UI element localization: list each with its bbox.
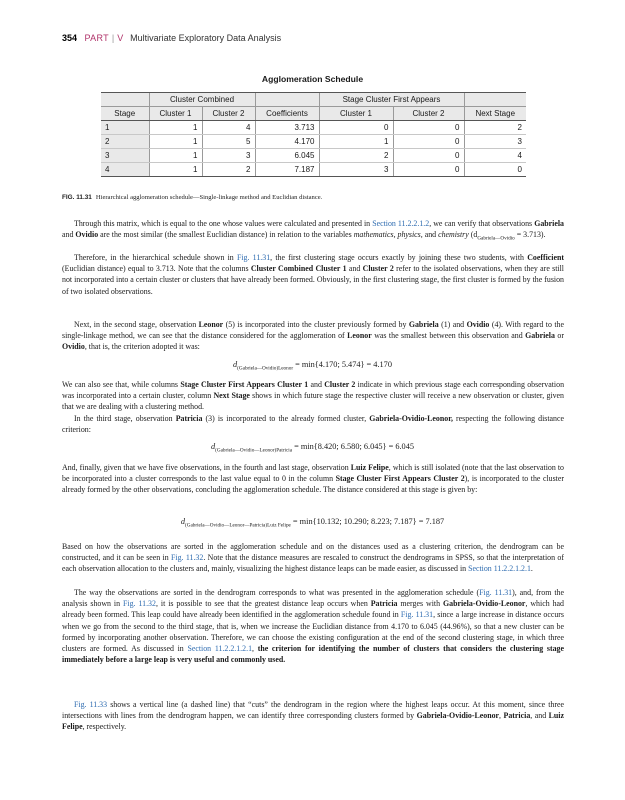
- table-title: Agglomeration Schedule: [261, 74, 364, 84]
- table-cell: 2: [202, 163, 255, 177]
- table-cell: 5: [202, 135, 255, 149]
- col-header: Next Stage: [464, 107, 526, 121]
- section-link[interactable]: Section 11.2.2.1.2: [372, 219, 430, 228]
- paragraph-3: Next, in the second stage, observation Leonor (5) is incorporated into the cluster previously formed by Gabriela (1) and Ovidio (4). With regard to the single-linkage method, we can see that the distance considered for the agglomeration of Leonor was the smallest between this observation and Gabriela or Ovidio, that is, the criterion adopted it was:: [62, 320, 565, 352]
- table-cell: 0: [393, 163, 464, 177]
- table-cell: 1: [319, 135, 393, 149]
- table-cell: 0: [393, 149, 464, 163]
- figure-link[interactable]: Fig. 11.33: [74, 700, 108, 709]
- equation-2: $d_{(Gabriela—Ovidio—Leonor)Patricia} = \min\{8.420$; 6.580; 6.045} = 6.045: [210, 442, 415, 454]
- group-header-cluster-combined: Cluster Combined: [149, 93, 255, 107]
- table-cell: 4: [202, 121, 255, 135]
- table-cell: 7.187: [255, 163, 319, 177]
- table-row: [101, 135, 526, 149]
- table-cell: 3.713: [255, 121, 319, 135]
- paragraph-9: Fig. 11.33 shows a vertical line (a dashed line) that “cuts” the dendrogram in the region where the highest leaps occur. At this moment, since three intersections with lines from the dendrogram happen, we can identify three corresponding clusters formed by Gabriela-Ovidio-Leonor, Patricia, and Luiz Felipe, respectively.: [62, 700, 564, 732]
- table-cell: 2: [464, 121, 526, 135]
- paragraph-8: The way the observations are sorted in the dendrogram corresponds to what was presented in the agglomeration schedule (Fig. 11.31), and, from the analysis shown in Fig. 11.32, it is possible to see that the greatest distance leap occurs when Patricia merges with Gabriela-Ovidio-Leonor, which had already been formed. This leap could have already been identified in the agglomeration schedule found in Fig. 11.31, since a large increase in distance occurs when we go from the second to the third stage, that is, when we increase the Euclidian distance from 4.170 to 6.045 (44.96%), so that a new cluster can be formed by incorporating another observation. Therefore, we can choose the existing configuration at the end of the second clustering stage, in which three clusters are formed. As discussed in Section 11.2.2.1.2.1, the criterion for identifying the number of clusters that considers the clustering stage immediately before a large leap is very useful and commonly used.: [62, 588, 564, 665]
- paragraph-6: And, finally, given that we have five observations, in the fourth and last stage, observation Luiz Felipe, which is still isolated (note that the last observation to be incorporated into a cluster corresponds to the last value equal to 0 in the column Stage Cluster First Appears Cluster 2), is incorporated to the cluster already formed by the other observations, concluding the agglomeration schedule. The distance considered at this stage is given by:: [62, 463, 565, 495]
- table-cell: 6.045: [255, 149, 319, 163]
- figure-link[interactable]: Fig. 11.32: [123, 599, 156, 609]
- table-cell: 1: [149, 135, 202, 149]
- figure-link[interactable]: Fig. 11.31: [400, 610, 434, 620]
- figure-link[interactable]: Fig. 11.32: [171, 553, 204, 563]
- table-cell: 0: [319, 121, 393, 135]
- col-header: Coefficients: [255, 107, 319, 121]
- table-row: [101, 149, 526, 163]
- col-header: Cluster 1: [319, 107, 393, 121]
- equation-3: $d_{(Gabriela—Ovidio—Leonor—Patricia)Luiz Felipe} = \min\{10.132$; 10.290; 8.223; 7.187} = 7.187: [180, 517, 445, 529]
- table-cell: 3: [202, 149, 255, 163]
- paragraph-5: In the third stage, observation Patricia (3) is incorporated to the already formed cluster, Gabriela-Ovidio-Leonor, respecting the following distance criterion:: [62, 414, 564, 435]
- table-cell: 2: [319, 149, 393, 163]
- paragraph-4: We can also see that, while columns Stage Cluster First Appears Cluster 1 and Cluster 2 indicate in which previous stage each corresponding observation was incorporated into a certain cluster, column Next Stage shows in which future stage the respective cluster will receive a new observation or cluster, given that we are dealing with a clustering method.: [62, 380, 565, 412]
- table-cell: 0: [393, 121, 464, 135]
- caption-label: FIG. 11.31: [62, 194, 92, 201]
- table-cell: 2: [101, 135, 149, 149]
- table-cell: 4.170: [255, 135, 319, 149]
- section-title: Multivariate Exploratory Data Analysis: [130, 33, 282, 43]
- running-header: 354 PART | V Multivariate Exploratory Data Analysis: [62, 33, 282, 43]
- section-link[interactable]: Section 11.2.2.1.2.1: [468, 564, 531, 574]
- part-number: V: [117, 33, 124, 43]
- equation-1: $d_{(Gabriela—Ovidio)Leonor} = \min\{4.170$; 5.474} = 4.170: [233, 360, 392, 372]
- table-cell: 4: [464, 149, 526, 163]
- figure-caption: [62, 194, 322, 201]
- agglomeration-table: [101, 92, 526, 177]
- figure-link[interactable]: Fig. 11.31: [479, 588, 513, 597]
- figure-link[interactable]: Fig. 11.31: [236, 253, 271, 262]
- col-header: Cluster 1: [149, 107, 202, 121]
- part-label: PART: [84, 33, 109, 43]
- table-cell: 0: [393, 135, 464, 149]
- col-header: Cluster 2: [393, 107, 464, 121]
- col-header: Cluster 2: [202, 107, 255, 121]
- table-cell: 3: [101, 149, 149, 163]
- table-cell: 3: [464, 135, 526, 149]
- paragraph-7: Based on how the observations are sorted in the agglomeration schedule and on the distances used as a clustering criterion, the dendrogram can be constructed, and it can be seen in Fig. 11.32. Note that the distance measures are rescaled to construct the dendrograms in SPSS, so that the interpretation of each observation allocation to the clusters and, mainly, visualizing the highest distance leaps can be made easier, as discussed in Section 11.2.2.1.2.1.: [62, 542, 564, 574]
- section-link[interactable]: Section 11.2.2.1.2.1: [187, 644, 253, 654]
- caption-text: Hierarchical agglomeration schedule—Single-linkage method and Euclidian distance.: [95, 194, 323, 201]
- paragraph-2: Therefore, in the hierarchical schedule shown in Fig. 11.31, the first clustering stage occurs exactly by joining these two students, with Coefficient (Euclidian distance) equal to 3.713. Note that the columns Cluster Combined Cluster 1 and Cluster 2 refer to the isolated observations, when they are still not incorporated into a certain cluster or clusters that have already been formed. Obviously, in the first clustering stage, the first cluster is formed by the fusion of two isolated observations.: [62, 253, 564, 296]
- table-cell: 1: [149, 149, 202, 163]
- table-cell: 3: [319, 163, 393, 177]
- table-row: [101, 121, 526, 135]
- paragraph-1: Through this matrix, which is equal to the one whose values were calculated and presented in Section 11.2.2.1.2, we can verify that observations Gabriela and Ovidio are the most similar (the smallest Euclidian distance) in relation to the variables mathematics, physics, and chemistry $(d_{Gabriela—Ovidio} = 3.713)$.: [62, 219, 564, 242]
- table-cell: 1: [149, 163, 202, 177]
- page-number: 354: [62, 33, 78, 43]
- table-row: [101, 163, 526, 177]
- table-cell: 1: [149, 121, 202, 135]
- table-cell: 4: [101, 163, 149, 177]
- table-cell: 0: [464, 163, 526, 177]
- col-header: Stage: [101, 107, 149, 121]
- group-header-stage-first: Stage Cluster First Appears: [319, 93, 464, 107]
- table-cell: 1: [101, 121, 149, 135]
